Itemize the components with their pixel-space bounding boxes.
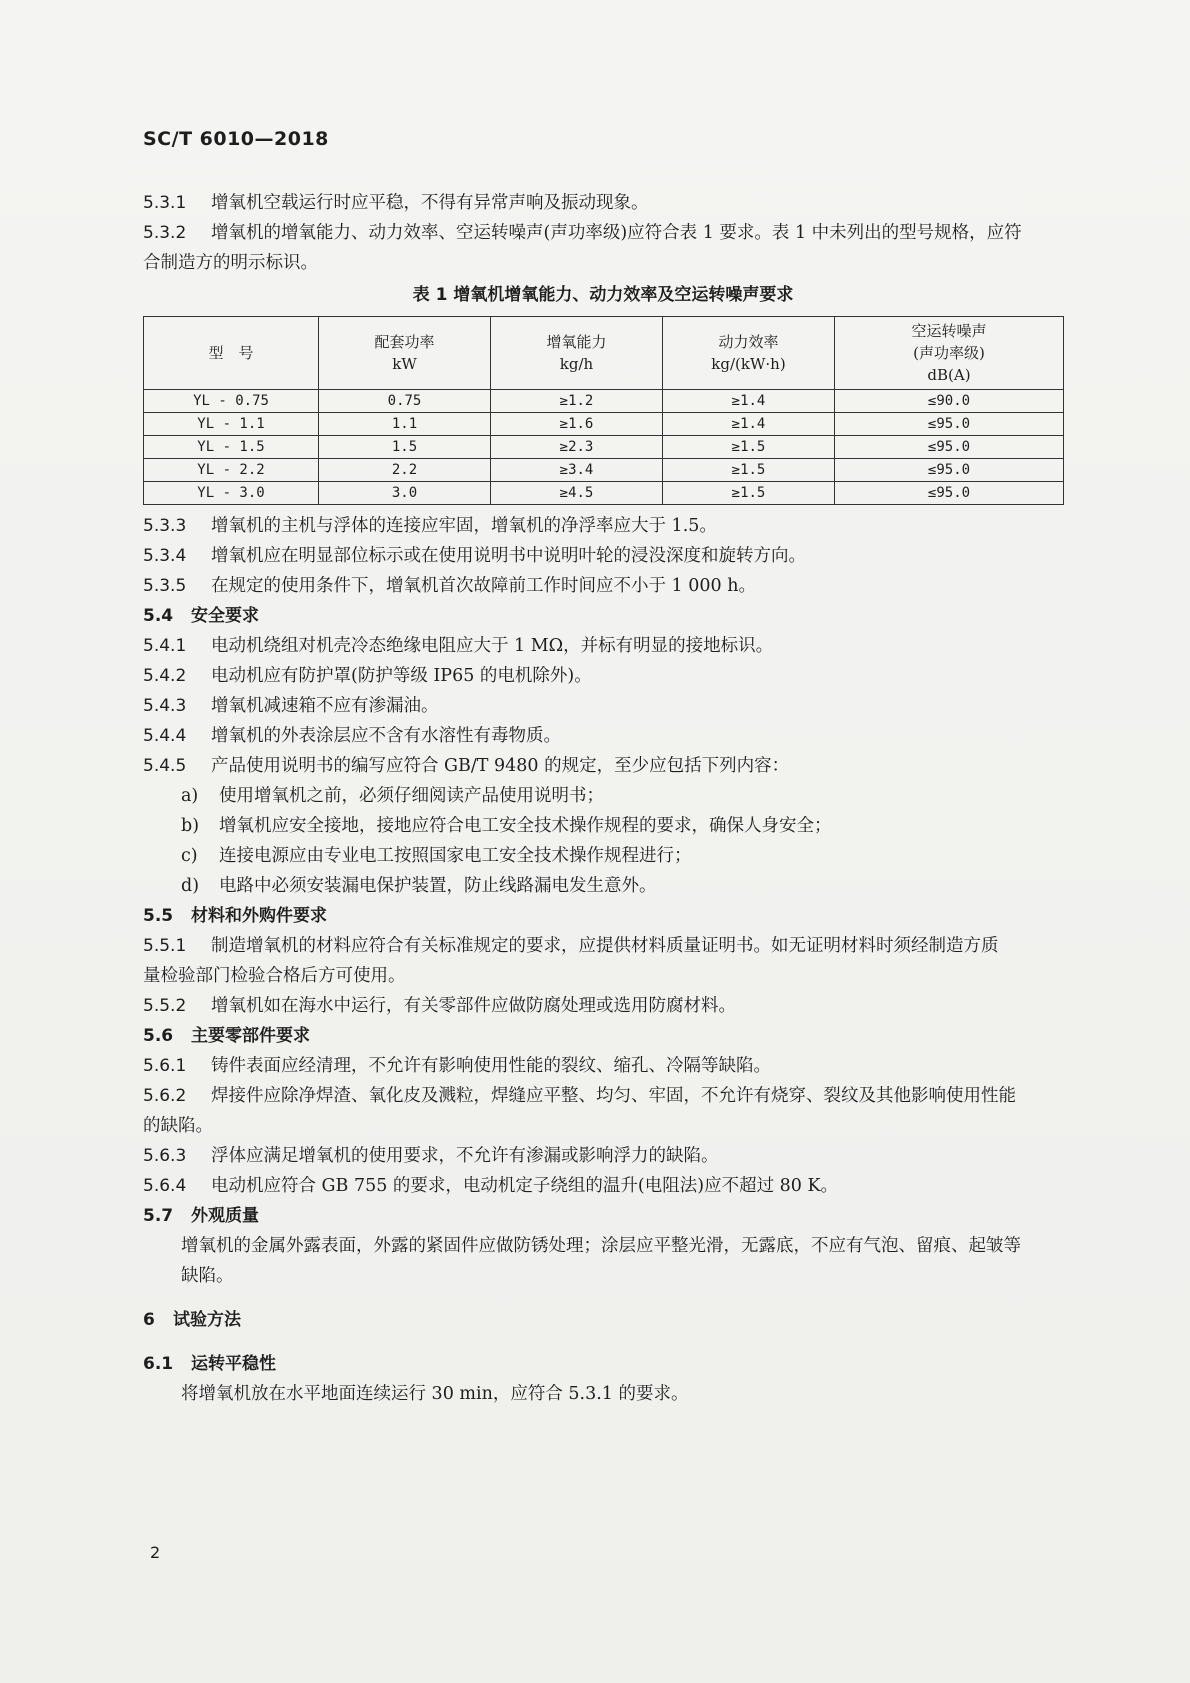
clause-number: 5.5.1 (143, 936, 187, 956)
clause-5-4-5 (143, 751, 1063, 781)
section-title: 外观质量 (191, 1206, 259, 1226)
document-code: SC/T 6010—2018 (143, 128, 329, 150)
table-header-row (144, 317, 1064, 390)
clause-5-4-3 (143, 691, 1063, 721)
header-oxygen-capacity: 增氧能力 kg/h (491, 317, 663, 390)
clause-text: 增氧机的主机与浮体的连接应牢固，增氧机的净浮率应大于 1.5。 (211, 516, 717, 536)
list-item (143, 811, 1063, 841)
clause-number: 5.5.2 (143, 996, 187, 1016)
list-text: 增氧机应安全接地，接地应符合电工安全技术操作规程的要求，确保人身安全； (219, 816, 832, 836)
header-model: 型 号 (144, 317, 319, 390)
list-text: 连接电源应由专业电工按照国家电工安全技术操作规程进行； (219, 846, 692, 866)
clause-number: 5.4.4 (143, 726, 187, 746)
clause-5-3-3 (143, 511, 1063, 541)
section-title: 主要零部件要求 (191, 1026, 310, 1046)
section-6-1-heading (143, 1349, 1063, 1379)
clause-5-4-1 (143, 631, 1063, 661)
section-number: 5.6 (143, 1026, 174, 1046)
clause-5-3-2 (143, 218, 1023, 278)
section-5-6-heading (143, 1021, 1063, 1051)
list-item (143, 781, 1063, 811)
table-row: YL - 0.75 0.75 ≥1.2 ≥1.4 ≤90.0 (144, 390, 1064, 413)
section-5-7-heading (143, 1201, 1063, 1231)
clause-text: 电动机绕组对机壳冷态绝缘电阻应大于 1 MΩ，并标有明显的接地标识。 (211, 636, 774, 656)
clause-text: 电动机应符合 GB 755 的要求，电动机定子绕组的温升(电阻法)应不超过 80 K。 (211, 1176, 839, 1196)
clause-5-5-2 (143, 991, 1063, 1021)
header-noise: 空运转噪声 (声功率级) dB(A) (835, 317, 1064, 390)
list-text: 电路中必须安装漏电保护装置，防止线路漏电发生意外。 (219, 876, 657, 896)
table-row: YL - 1.5 1.5 ≥2.3 ≥1.5 ≤95.0 (144, 436, 1064, 459)
clause-5-4-4 (143, 721, 1063, 751)
clause-text: 铸件表面应经清理，不允许有影响使用性能的裂纹、缩孔、冷隔等缺陷。 (211, 1056, 771, 1076)
list-item (143, 841, 1063, 871)
clause-number: 5.4.5 (143, 756, 187, 776)
clause-number: 5.3.4 (143, 546, 187, 566)
list-marker: b) (181, 816, 200, 836)
list-item (143, 871, 1063, 901)
list-marker: d) (181, 876, 200, 896)
document-body (143, 188, 1063, 1409)
clause-text: 增氧机的增氧能力、动力效率、空运转噪声(声功率级)应符合表 1 要求。表 1 中未列出的型号规格，应符合制造方的明示标识。 (143, 223, 1022, 273)
header-power: 配套功率 kW (319, 317, 491, 390)
table-row: YL - 2.2 2.2 ≥3.4 ≥1.5 ≤95.0 (144, 459, 1064, 482)
clause-number: 5.4.3 (143, 696, 187, 716)
section-6-heading (143, 1305, 1063, 1335)
clause-5-3-5 (143, 571, 1063, 601)
section-number: 6.1 (143, 1354, 174, 1374)
list-text: 使用增氧机之前，必须仔细阅读产品使用说明书； (219, 786, 604, 806)
clause-5-3-4 (143, 541, 1063, 571)
table-caption: 表 1 增氧机增氧能力、动力效率及空运转噪声要求 (412, 285, 794, 305)
list-marker: c) (181, 846, 198, 866)
clause-number: 5.4.2 (143, 666, 187, 686)
clause-number: 5.6.4 (143, 1176, 187, 1196)
table-row: YL - 1.1 1.1 ≥1.6 ≥1.4 ≤95.0 (144, 413, 1064, 436)
clause-text: 电动机应有防护罩(防护等级 IP65 的电机除外)。 (211, 666, 592, 686)
clause-number: 5.6.1 (143, 1056, 187, 1076)
clause-number: 5.3.3 (143, 516, 187, 536)
clause-text: 增氧机空载运行时应平稳，不得有异常声响及振动现象。 (211, 193, 649, 213)
clause-5-6-3 (143, 1141, 1063, 1171)
header-power-efficiency: 动力效率 kg/(kW·h) (663, 317, 835, 390)
clause-text: 产品使用说明书的编写应符合 GB/T 9480 的规定，至少应包括下列内容： (211, 756, 790, 776)
clause-text: 增氧机减速箱不应有渗漏油。 (211, 696, 439, 716)
section-title: 材料和外购件要求 (191, 906, 327, 926)
clause-number: 5.4.1 (143, 636, 187, 656)
section-number: 5.7 (143, 1206, 174, 1226)
clause-5-6-2 (143, 1081, 1023, 1141)
clause-text: 在规定的使用条件下，增氧机首次故障前工作时间应不小于 1 000 h。 (211, 576, 756, 596)
section-number: 6 (143, 1310, 155, 1330)
clause-5-3-1 (143, 188, 1063, 218)
clause-text: 制造增氧机的材料应符合有关标准规定的要求，应提供材料质量证明书。如无证明材料时须经制造方质量检验部门检验合格后方可使用。 (143, 936, 999, 986)
clause-text: 增氧机的外表涂层应不含有水溶性有毒物质。 (211, 726, 561, 746)
clause-text: 浮体应满足增氧机的使用要求，不允许有渗漏或影响浮力的缺陷。 (211, 1146, 719, 1166)
clause-text: 焊接件应除净焊渣、氧化皮及溅粒，焊缝应平整、均匀、牢固，不允许有烧穿、裂纹及其他影响使用性能的缺陷。 (143, 1086, 1016, 1136)
clause-number: 5.3.5 (143, 576, 187, 596)
section-5-5-heading (143, 901, 1063, 931)
paragraph-6-1: 将增氧机放在水平地面连续运行 30 min，应符合 5.3.1 的要求。 (181, 1384, 689, 1404)
page-number: 2 (150, 1543, 161, 1562)
list-marker: a) (181, 786, 199, 806)
clause-text: 增氧机应在明显部位标示或在使用说明书中说明叶轮的浸没深度和旋转方向。 (211, 546, 806, 566)
clause-5-4-2 (143, 661, 1063, 691)
clause-text: 增氧机如在海水中运行，有关零部件应做防腐处理或选用防腐材料。 (211, 996, 736, 1016)
clause-5-5-1 (143, 931, 1003, 991)
clause-number: 5.6.3 (143, 1146, 187, 1166)
clause-number: 5.3.2 (143, 223, 187, 243)
clause-number: 5.3.1 (143, 193, 187, 213)
paragraph-5-7: 增氧机的金属外露表面，外露的紧固件应做防锈处理；涂层应平整光滑，无露底，不应有气泡、留痕、起皱等缺陷。 (181, 1236, 1021, 1286)
section-title: 试验方法 (173, 1310, 241, 1330)
clause-5-6-4 (143, 1171, 1063, 1201)
table-row: YL - 3.0 3.0 ≥4.5 ≥1.5 ≤95.0 (144, 482, 1064, 505)
section-title: 运转平稳性 (191, 1354, 276, 1374)
clause-5-6-1 (143, 1051, 1063, 1081)
section-number: 5.5 (143, 906, 174, 926)
clause-number: 5.6.2 (143, 1086, 187, 1106)
table-1 (143, 316, 1064, 505)
section-title: 安全要求 (191, 606, 259, 626)
section-number: 5.4 (143, 606, 174, 626)
section-5-4-heading (143, 601, 1063, 631)
